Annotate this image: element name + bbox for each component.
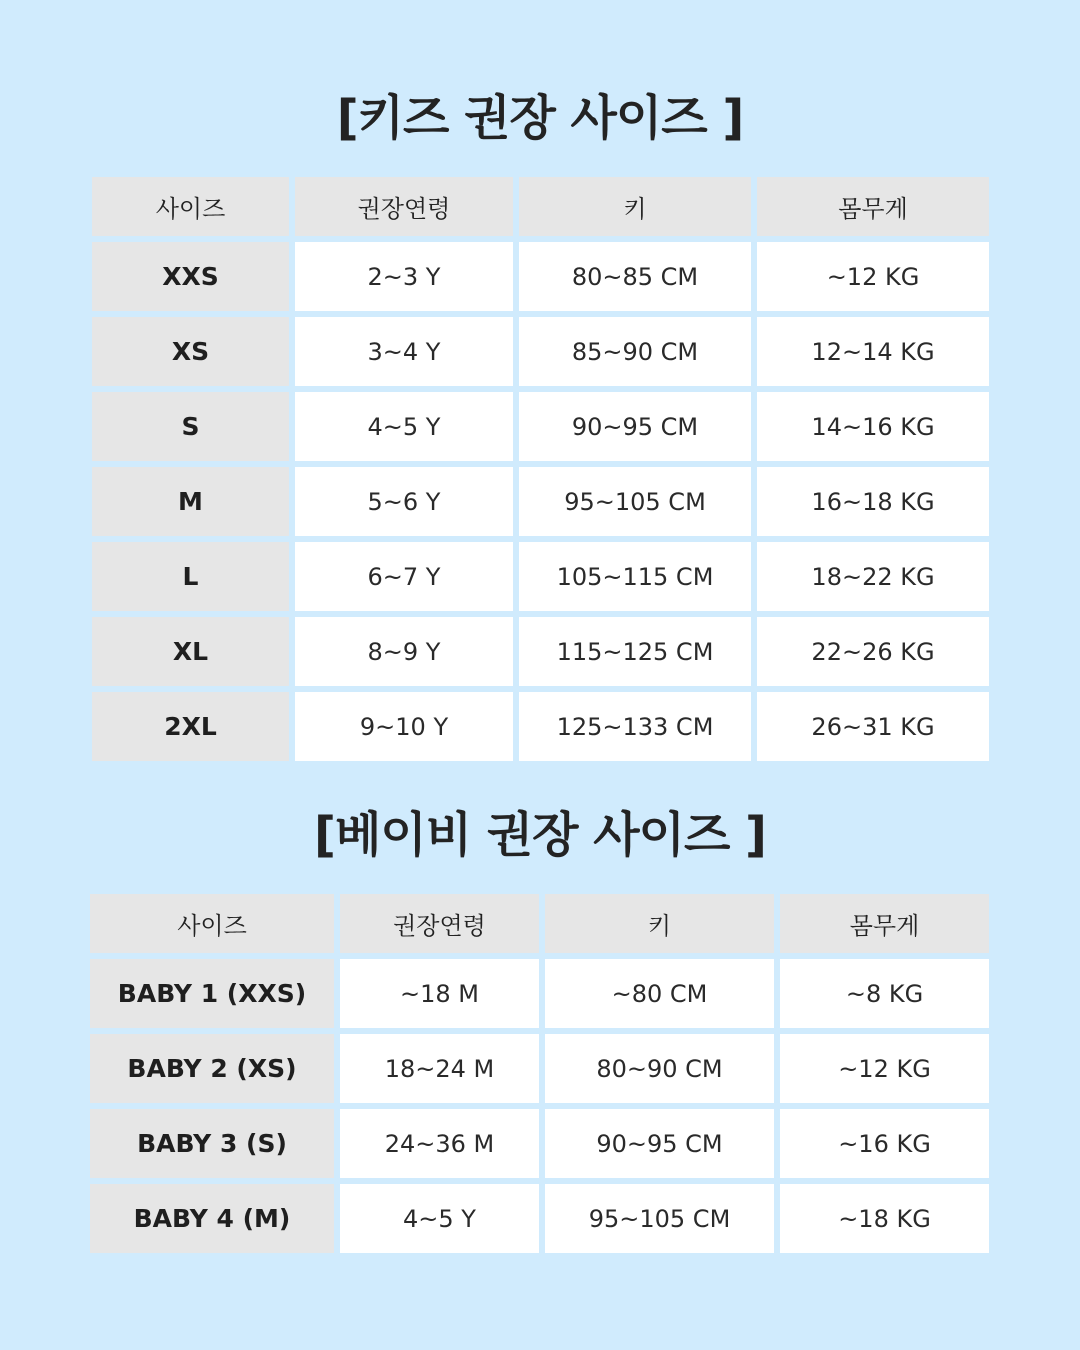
age-cell: 4~5 Y bbox=[340, 1184, 539, 1253]
size-cell: M bbox=[92, 467, 289, 536]
weight-cell: 18~22 KG bbox=[757, 542, 989, 611]
age-cell: 3~4 Y bbox=[295, 317, 513, 386]
table-row bbox=[92, 467, 989, 536]
age-cell: 24~36 M bbox=[340, 1109, 539, 1178]
kids-size-title: [키즈 권장 사이즈 ] bbox=[336, 90, 744, 146]
age-cell: 8~9 Y bbox=[295, 617, 513, 686]
header-height: 키 bbox=[519, 177, 751, 236]
age-cell: ~18 M bbox=[340, 959, 539, 1028]
height-cell: 90~95 CM bbox=[519, 392, 751, 461]
height-cell: 90~95 CM bbox=[545, 1109, 774, 1178]
height-cell: 125~133 CM bbox=[519, 692, 751, 761]
size-cell: XXS bbox=[92, 242, 289, 311]
height-cell: 105~115 CM bbox=[519, 542, 751, 611]
weight-cell: 14~16 KG bbox=[757, 392, 989, 461]
size-cell: XL bbox=[92, 617, 289, 686]
table-row bbox=[92, 542, 989, 611]
weight-cell: 22~26 KG bbox=[757, 617, 989, 686]
weight-cell: 12~14 KG bbox=[757, 317, 989, 386]
weight-cell: ~12 KG bbox=[757, 242, 989, 311]
weight-cell: 26~31 KG bbox=[757, 692, 989, 761]
size-cell: XS bbox=[92, 317, 289, 386]
baby-size-title: [베이비 권장 사이즈 ] bbox=[314, 807, 766, 863]
header-weight: 몸무게 bbox=[780, 894, 989, 953]
table-header-row bbox=[92, 177, 989, 236]
age-cell: 2~3 Y bbox=[295, 242, 513, 311]
age-cell: 5~6 Y bbox=[295, 467, 513, 536]
height-cell: 115~125 CM bbox=[519, 617, 751, 686]
header-size: 사이즈 bbox=[90, 894, 334, 953]
header-age: 권장연령 bbox=[340, 894, 539, 953]
age-cell: 6~7 Y bbox=[295, 542, 513, 611]
table-row bbox=[90, 1109, 989, 1178]
size-cell: BABY 2 (XS) bbox=[90, 1034, 334, 1103]
weight-cell: 16~18 KG bbox=[757, 467, 989, 536]
header-height: 키 bbox=[545, 894, 774, 953]
weight-cell: ~18 KG bbox=[780, 1184, 989, 1253]
size-cell: BABY 4 (M) bbox=[90, 1184, 334, 1253]
height-cell: 80~90 CM bbox=[545, 1034, 774, 1103]
table-row bbox=[92, 617, 989, 686]
size-cell: L bbox=[92, 542, 289, 611]
height-cell: 80~85 CM bbox=[519, 242, 751, 311]
size-cell: BABY 1 (XXS) bbox=[90, 959, 334, 1028]
weight-cell: ~12 KG bbox=[780, 1034, 989, 1103]
kids-size-table bbox=[86, 171, 995, 767]
age-cell: 9~10 Y bbox=[295, 692, 513, 761]
table-row bbox=[92, 242, 989, 311]
height-cell: ~80 CM bbox=[545, 959, 774, 1028]
table-row bbox=[92, 317, 989, 386]
table-row bbox=[90, 1184, 989, 1253]
age-cell: 18~24 M bbox=[340, 1034, 539, 1103]
size-cell: BABY 3 (S) bbox=[90, 1109, 334, 1178]
weight-cell: ~16 KG bbox=[780, 1109, 989, 1178]
table-row bbox=[92, 392, 989, 461]
header-age: 권장연령 bbox=[295, 177, 513, 236]
height-cell: 95~105 CM bbox=[545, 1184, 774, 1253]
table-row bbox=[90, 959, 989, 1028]
baby-size-table bbox=[84, 888, 995, 1259]
height-cell: 85~90 CM bbox=[519, 317, 751, 386]
table-row bbox=[92, 692, 989, 761]
header-size: 사이즈 bbox=[92, 177, 289, 236]
table-row bbox=[90, 1034, 989, 1103]
size-cell: 2XL bbox=[92, 692, 289, 761]
age-cell: 4~5 Y bbox=[295, 392, 513, 461]
header-weight: 몸무게 bbox=[757, 177, 989, 236]
size-cell: S bbox=[92, 392, 289, 461]
height-cell: 95~105 CM bbox=[519, 467, 751, 536]
weight-cell: ~8 KG bbox=[780, 959, 989, 1028]
table-header-row bbox=[90, 894, 989, 953]
